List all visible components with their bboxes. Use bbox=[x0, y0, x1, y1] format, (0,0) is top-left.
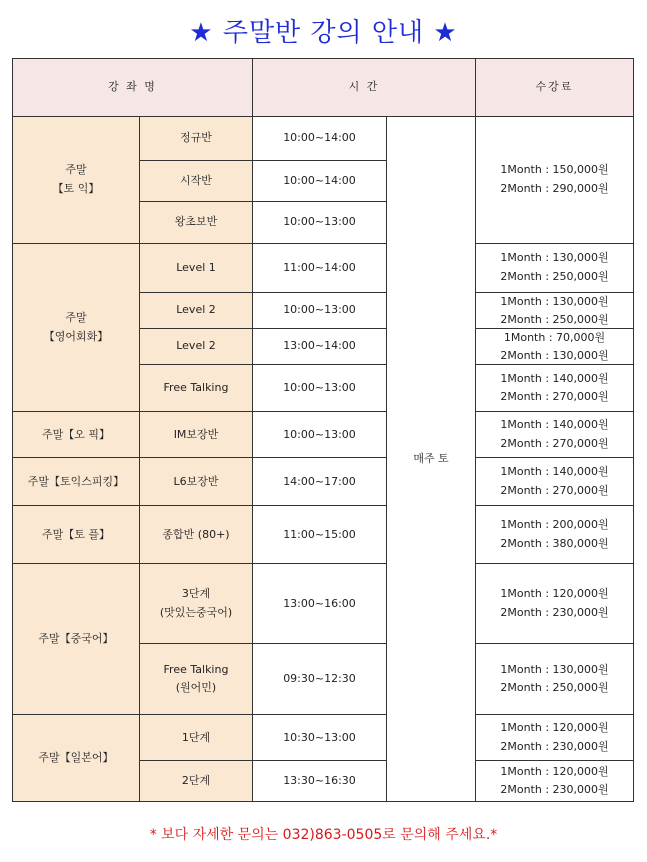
time-cell: 11:00~15:00 bbox=[253, 506, 387, 564]
table-row bbox=[13, 564, 634, 644]
table-row bbox=[13, 117, 634, 161]
course-group-english: 주말 【영어회화】 bbox=[13, 244, 140, 412]
fee-cell: 1Month : 120,000원 2Month : 230,000원 bbox=[476, 715, 634, 761]
sub-course: 2단계 bbox=[140, 761, 253, 802]
course-group-opic: 주말【오 픽】 bbox=[13, 412, 140, 458]
fee-cell: 1Month : 140,000원 2Month : 270,000원 bbox=[476, 365, 634, 412]
day-cell: 매주 토 bbox=[387, 117, 476, 802]
time-cell: 13:00~16:00 bbox=[253, 564, 387, 644]
table-row bbox=[13, 458, 634, 506]
sub-course: Free Talking (원어민) bbox=[140, 644, 253, 715]
fee-cell: 1Month : 70,000원 2Month : 130,000원 bbox=[476, 329, 634, 365]
sub-course: 1단계 bbox=[140, 715, 253, 761]
fee-cell: 1Month : 130,000원 2Month : 250,000원 bbox=[476, 644, 634, 715]
table-row bbox=[13, 715, 634, 761]
time-cell: 10:00~14:00 bbox=[253, 161, 387, 202]
course-group-toeic-speaking: 주말【토익스피킹】 bbox=[13, 458, 140, 506]
fee-cell: 1Month : 130,000원 2Month : 250,000원 bbox=[476, 293, 634, 329]
time-cell: 09:30~12:30 bbox=[253, 644, 387, 715]
header-course: 강 좌 명 bbox=[13, 59, 253, 117]
sub-course: Level 2 bbox=[140, 329, 253, 365]
contact-note: * 보다 자세한 문의는 032)863-0505로 문의해 주세요.* bbox=[149, 827, 498, 843]
fee-cell: 1Month : 130,000원 2Month : 250,000원 bbox=[476, 244, 634, 293]
fee-cell: 1Month : 120,000원 2Month : 230,000원 bbox=[476, 564, 634, 644]
time-cell: 10:00~13:00 bbox=[253, 365, 387, 412]
sub-course: L6보장반 bbox=[140, 458, 253, 506]
table-row bbox=[13, 412, 634, 458]
time-cell: 10:00~14:00 bbox=[253, 117, 387, 161]
schedule-table bbox=[12, 58, 634, 802]
sub-course: Free Talking bbox=[140, 365, 253, 412]
sub-course: 정규반 bbox=[140, 117, 253, 161]
time-cell: 11:00~14:00 bbox=[253, 244, 387, 293]
sub-course: 왕초보반 bbox=[140, 202, 253, 244]
header-row bbox=[13, 59, 634, 117]
fee-cell: 1Month : 150,000원 2Month : 290,000원 bbox=[476, 117, 634, 244]
sub-course: Level 2 bbox=[140, 293, 253, 329]
sub-course: Level 1 bbox=[140, 244, 253, 293]
sub-course: 시작반 bbox=[140, 161, 253, 202]
fee-cell: 1Month : 140,000원 2Month : 270,000원 bbox=[476, 458, 634, 506]
sub-course: 종합반 (80+) bbox=[140, 506, 253, 564]
course-group-toeic: 주말 【토 익】 bbox=[13, 117, 140, 244]
time-cell: 10:00~13:00 bbox=[253, 293, 387, 329]
page-title: ★ 주말반 강의 안내 ★ bbox=[189, 18, 458, 48]
fee-cell: 1Month : 120,000원 2Month : 230,000원 bbox=[476, 761, 634, 802]
time-cell: 13:00~14:00 bbox=[253, 329, 387, 365]
table-row bbox=[13, 506, 634, 564]
course-group-toefl: 주말【토 플】 bbox=[13, 506, 140, 564]
header-time: 시 간 bbox=[253, 59, 476, 117]
fee-cell: 1Month : 140,000원 2Month : 270,000원 bbox=[476, 412, 634, 458]
table-row bbox=[13, 244, 634, 293]
course-group-chinese: 주말【중국어】 bbox=[13, 564, 140, 715]
time-cell: 10:00~13:00 bbox=[253, 412, 387, 458]
header-fee: 수강료 bbox=[476, 59, 634, 117]
course-group-japanese: 주말【일본어】 bbox=[13, 715, 140, 802]
time-cell: 10:00~13:00 bbox=[253, 202, 387, 244]
sub-course: IM보장반 bbox=[140, 412, 253, 458]
time-cell: 13:30~16:30 bbox=[253, 761, 387, 802]
time-cell: 10:30~13:00 bbox=[253, 715, 387, 761]
fee-cell: 1Month : 200,000원 2Month : 380,000원 bbox=[476, 506, 634, 564]
sub-course: 3단계 (맛있는중국어) bbox=[140, 564, 253, 644]
time-cell: 14:00~17:00 bbox=[253, 458, 387, 506]
